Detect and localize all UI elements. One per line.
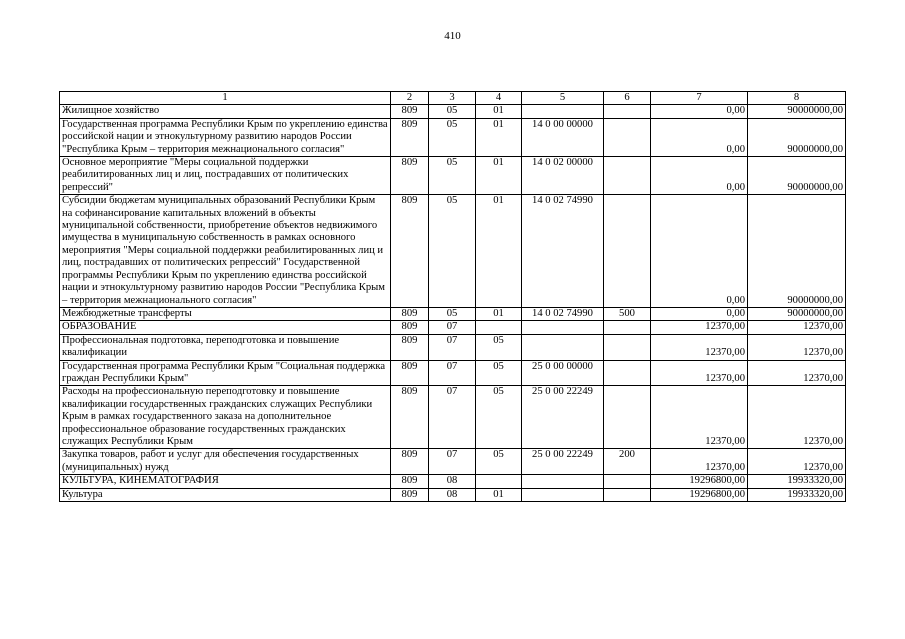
row-name-cell: Расходы на профессиональную переподготовку и повышение квалификации государственных гражданских служащих Республики Крым в рамках государственного заказа на дополнительное профессиональное образование государственных гражданских служащих Республики Крым — [60, 386, 391, 449]
expense-type-cell — [604, 157, 651, 195]
row-name-cell: Жилищное хозяйство — [60, 105, 391, 118]
section-code-cell: 05 — [429, 105, 476, 118]
expense-type-cell: 200 — [604, 449, 651, 475]
expense-type-cell — [604, 475, 651, 488]
section-code-cell: 08 — [429, 475, 476, 488]
target-article-cell: 14 0 02 00000 — [522, 157, 604, 195]
expense-type-cell — [604, 360, 651, 386]
expense-type-cell — [604, 488, 651, 501]
table-row — [60, 105, 846, 118]
amount-col8-cell: 90000000,00 — [748, 195, 846, 308]
admin-code-cell: 809 — [391, 449, 429, 475]
amount-col8-cell: 12370,00 — [748, 386, 846, 449]
table-row — [60, 334, 846, 360]
subsection-code-cell: 01 — [476, 118, 522, 156]
amount-col7-cell: 12370,00 — [651, 321, 748, 334]
amount-col8-cell: 90000000,00 — [748, 105, 846, 118]
admin-code-cell: 809 — [391, 118, 429, 156]
section-code-cell: 07 — [429, 449, 476, 475]
admin-code-cell: 809 — [391, 307, 429, 320]
subsection-code-cell — [476, 321, 522, 334]
row-name-cell: Государственная программа Республики Крым "Социальная поддержка граждан Республики Крым" — [60, 360, 391, 386]
row-name-cell: Государственная программа Республики Крым по укреплению единства российской нации и этнокультурному развитию народов России "Республика Крым – территория межнационального согласия" — [60, 118, 391, 156]
target-article-cell — [522, 488, 604, 501]
amount-col8-cell: 12370,00 — [748, 334, 846, 360]
amount-col8-cell: 19933320,00 — [748, 488, 846, 501]
section-code-cell: 05 — [429, 118, 476, 156]
target-article-cell — [522, 321, 604, 334]
table-row — [60, 360, 846, 386]
admin-code-cell: 809 — [391, 195, 429, 308]
row-name-cell: ОБРАЗОВАНИЕ — [60, 321, 391, 334]
row-name-cell: КУЛЬТУРА, КИНЕМАТОГРАФИЯ — [60, 475, 391, 488]
admin-code-cell: 809 — [391, 360, 429, 386]
expense-type-cell — [604, 386, 651, 449]
section-code-cell: 07 — [429, 386, 476, 449]
table-row — [60, 386, 846, 449]
target-article-cell: 25 0 00 00000 — [522, 360, 604, 386]
admin-code-cell: 809 — [391, 475, 429, 488]
section-code-cell: 05 — [429, 195, 476, 308]
amount-col8-cell: 90000000,00 — [748, 307, 846, 320]
subsection-code-cell: 05 — [476, 360, 522, 386]
table-row — [60, 321, 846, 334]
amount-col7-cell: 12370,00 — [651, 386, 748, 449]
section-code-cell: 08 — [429, 488, 476, 501]
amount-col7-cell: 19296800,00 — [651, 475, 748, 488]
budget-table — [59, 91, 846, 502]
expense-type-cell — [604, 105, 651, 118]
subsection-code-cell: 01 — [476, 157, 522, 195]
expense-type-cell — [604, 195, 651, 308]
subsection-code-cell: 01 — [476, 307, 522, 320]
table-row — [60, 118, 846, 156]
subsection-code-cell: 01 — [476, 105, 522, 118]
amount-col8-cell: 90000000,00 — [748, 118, 846, 156]
column-header: 2 — [391, 92, 429, 105]
amount-col8-cell: 19933320,00 — [748, 475, 846, 488]
column-header: 3 — [429, 92, 476, 105]
admin-code-cell: 809 — [391, 157, 429, 195]
expense-type-cell — [604, 118, 651, 156]
column-header: 5 — [522, 92, 604, 105]
amount-col7-cell: 12370,00 — [651, 449, 748, 475]
target-article-cell: 14 0 00 00000 — [522, 118, 604, 156]
amount-col8-cell: 12370,00 — [748, 449, 846, 475]
admin-code-cell: 809 — [391, 488, 429, 501]
amount-col8-cell: 12370,00 — [748, 321, 846, 334]
amount-col7-cell: 0,00 — [651, 118, 748, 156]
column-header: 1 — [60, 92, 391, 105]
table-row — [60, 307, 846, 320]
target-article-cell: 14 0 02 74990 — [522, 307, 604, 320]
row-name-cell: Субсидии бюджетам муниципальных образований Республики Крым на софинансирование капитальных вложений в объекты муниципальной собственности, приобретение объектов недвижимого имущества в муниципальную собственность в рамках основного мероприятия "Меры социальной поддержки реабилитированных лиц и лиц, пострадавших от политических репрессий" Государственной программы Республики Крым по укреплению единства российской нации и этнокультурному развитию народов России "Республика Крым – территория межнационального согласия" — [60, 195, 391, 308]
target-article-cell — [522, 334, 604, 360]
table-row — [60, 157, 846, 195]
amount-col7-cell: 0,00 — [651, 195, 748, 308]
amount-col8-cell: 90000000,00 — [748, 157, 846, 195]
target-article-cell: 25 0 00 22249 — [522, 386, 604, 449]
section-code-cell: 05 — [429, 307, 476, 320]
subsection-code-cell: 01 — [476, 488, 522, 501]
subsection-code-cell: 05 — [476, 386, 522, 449]
table-row — [60, 488, 846, 501]
section-code-cell: 07 — [429, 334, 476, 360]
column-number-row — [60, 92, 846, 105]
subsection-code-cell: 05 — [476, 449, 522, 475]
subsection-code-cell: 05 — [476, 334, 522, 360]
row-name-cell: Профессиональная подготовка, переподготовка и повышение квалификации — [60, 334, 391, 360]
amount-col8-cell: 12370,00 — [748, 360, 846, 386]
amount-col7-cell: 0,00 — [651, 157, 748, 195]
row-name-cell: Культура — [60, 488, 391, 501]
row-name-cell: Закупка товаров, работ и услуг для обеспечения государственных (муниципальных) нужд — [60, 449, 391, 475]
target-article-cell: 14 0 02 74990 — [522, 195, 604, 308]
target-article-cell — [522, 105, 604, 118]
column-header: 7 — [651, 92, 748, 105]
subsection-code-cell: 01 — [476, 195, 522, 308]
target-article-cell — [522, 475, 604, 488]
amount-col7-cell: 19296800,00 — [651, 488, 748, 501]
admin-code-cell: 809 — [391, 334, 429, 360]
amount-col7-cell: 0,00 — [651, 105, 748, 118]
page-number: 410 — [444, 30, 461, 42]
table-row — [60, 195, 846, 308]
column-header: 4 — [476, 92, 522, 105]
expense-type-cell: 500 — [604, 307, 651, 320]
admin-code-cell: 809 — [391, 321, 429, 334]
section-code-cell: 07 — [429, 360, 476, 386]
row-name-cell: Межбюджетные трансферты — [60, 307, 391, 320]
admin-code-cell: 809 — [391, 386, 429, 449]
amount-col7-cell: 0,00 — [651, 307, 748, 320]
expense-type-cell — [604, 321, 651, 334]
admin-code-cell: 809 — [391, 105, 429, 118]
section-code-cell: 07 — [429, 321, 476, 334]
column-header: 6 — [604, 92, 651, 105]
row-name-cell: Основное мероприятие "Меры социальной поддержки реабилитированных лиц и лиц, пострадавших от политических репрессий" — [60, 157, 391, 195]
table-row — [60, 475, 846, 488]
target-article-cell: 25 0 00 22249 — [522, 449, 604, 475]
subsection-code-cell — [476, 475, 522, 488]
expense-type-cell — [604, 334, 651, 360]
section-code-cell: 05 — [429, 157, 476, 195]
table-row — [60, 449, 846, 475]
column-header: 8 — [748, 92, 846, 105]
amount-col7-cell: 12370,00 — [651, 334, 748, 360]
amount-col7-cell: 12370,00 — [651, 360, 748, 386]
